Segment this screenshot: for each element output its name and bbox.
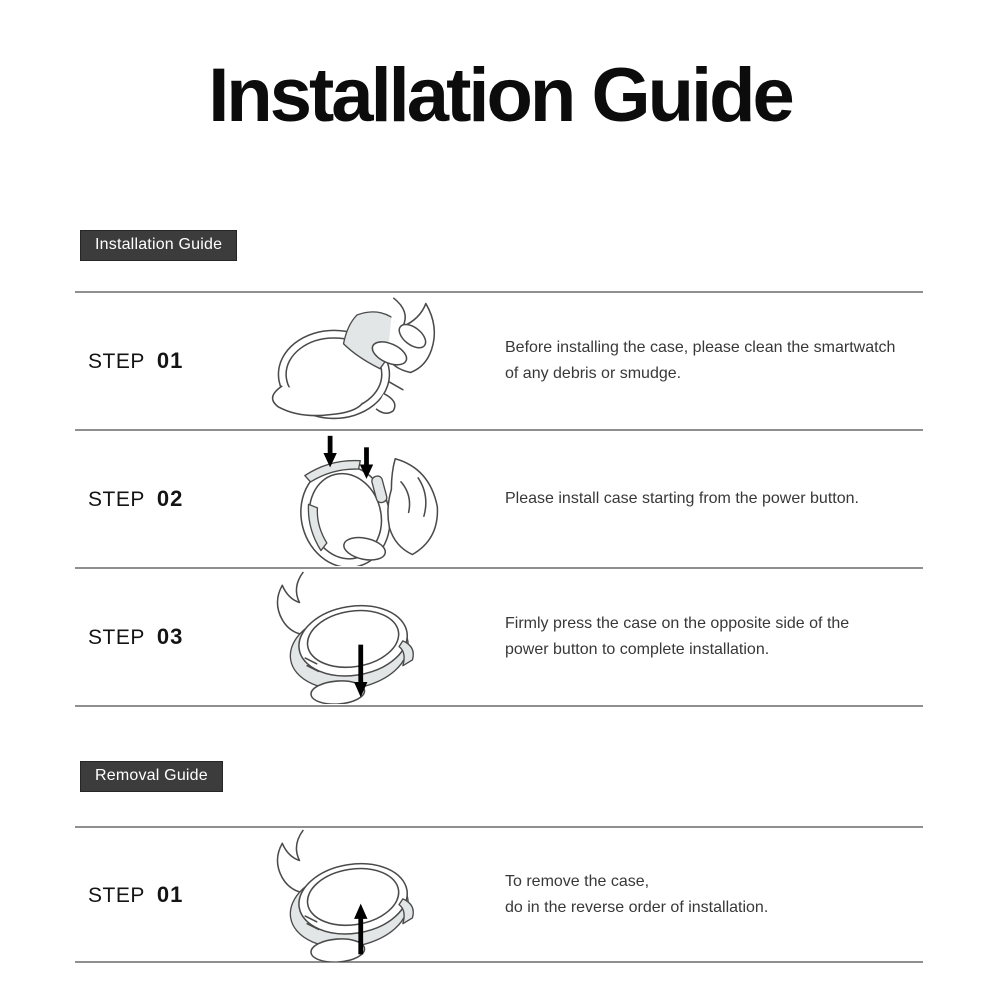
removal-guide-badge: Removal Guide: [80, 761, 223, 792]
step-number: 01: [156, 881, 184, 907]
step-word: STEP: [88, 883, 145, 907]
step-number: 01: [156, 348, 184, 373]
remove-case-up-illustration: [245, 828, 465, 962]
step-description: [505, 869, 917, 921]
step-description-line: Before installing the case, please clean the smartwatch: [505, 339, 896, 356]
removal-step-row-1: [75, 828, 923, 963]
step-description-line: do in the reverse order of installation.: [505, 898, 769, 916]
clean-watch-illustration: [245, 294, 465, 428]
step-description-line: Please install case starting from the power button.: [505, 490, 859, 507]
step-description-line: To remove the case,: [505, 872, 650, 890]
removal-steps-table: [75, 826, 923, 963]
installation-step-row-3: [75, 569, 923, 707]
step-description-line: of any debris or smudge.: [505, 365, 682, 382]
installation-step-row-1: [75, 293, 923, 431]
install-case-power-button-illustration: [223, 432, 487, 566]
press-case-down-illustration: [245, 570, 465, 704]
clean-watch-illustration: [223, 294, 487, 428]
installation-step-row-2: [75, 431, 923, 569]
step-description-line: Firmly press the case on the opposite side of the: [505, 615, 850, 632]
step-number: 02: [156, 486, 184, 511]
install-case-power-button-illustration: [245, 432, 465, 566]
step-description-line: power button to complete installation.: [505, 641, 770, 658]
step-number: 03: [156, 624, 184, 649]
step-description: [505, 486, 917, 512]
installation-guide-badge: Installation Guide: [80, 230, 237, 261]
step-label: [88, 624, 183, 650]
step-description: [505, 335, 917, 387]
step-label: [88, 348, 183, 374]
step-label: [88, 486, 183, 512]
step-label: [88, 882, 183, 908]
press-case-down-illustration: [223, 570, 487, 704]
page-title: Installation Guide: [208, 53, 792, 138]
step-word: STEP: [88, 488, 145, 511]
step-word: STEP: [88, 626, 145, 649]
step-word: STEP: [88, 350, 145, 373]
remove-case-up-illustration: [223, 828, 487, 962]
step-description: [505, 611, 917, 663]
installation-steps-table: [75, 291, 923, 707]
